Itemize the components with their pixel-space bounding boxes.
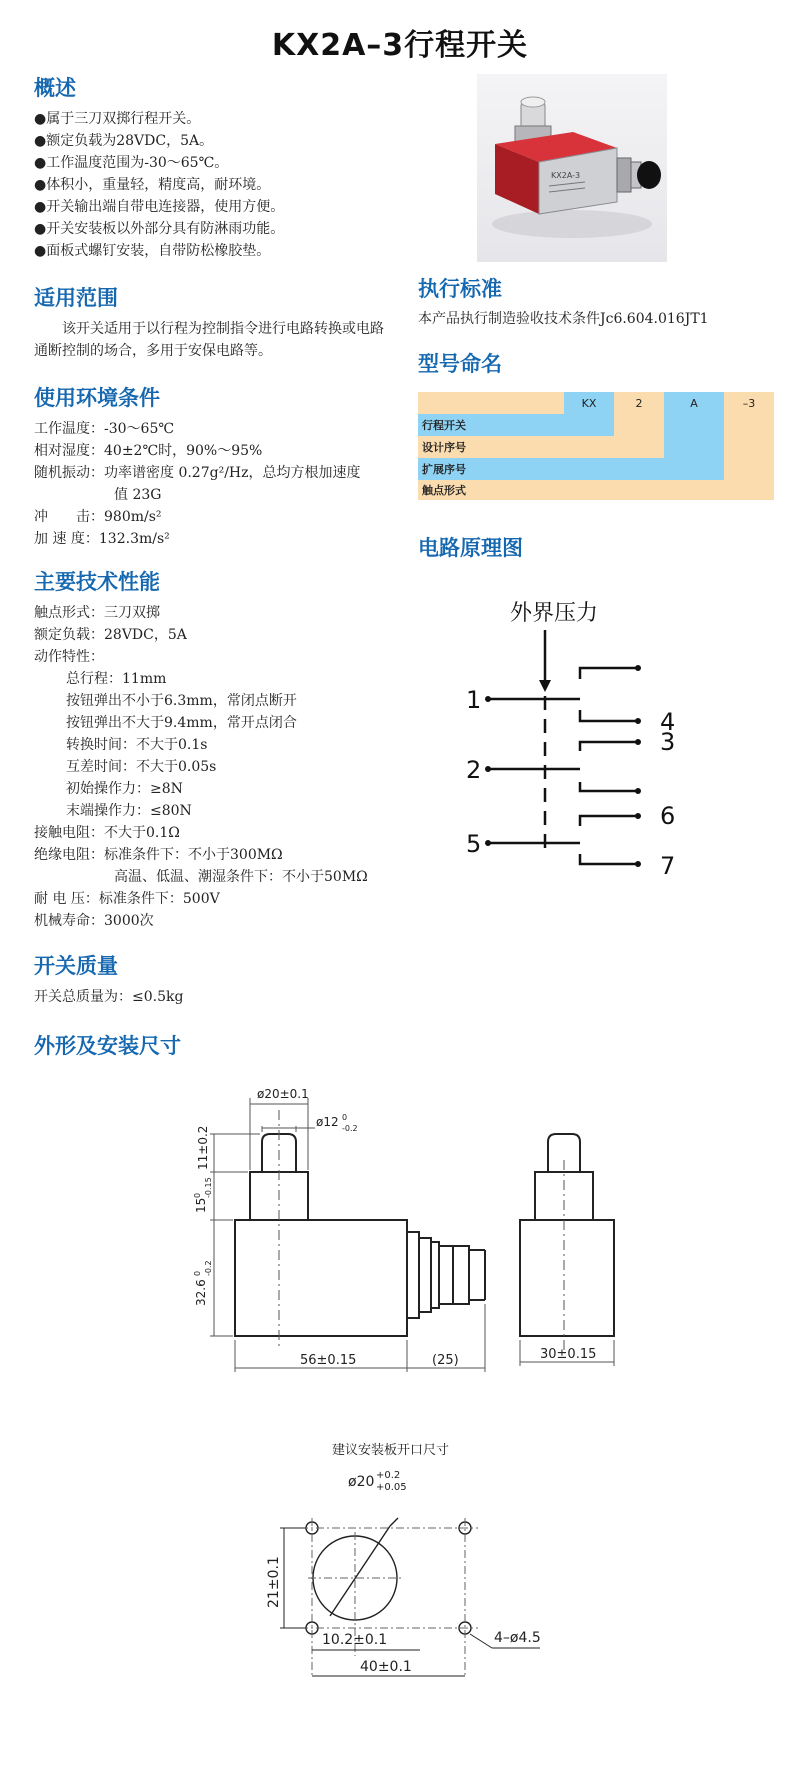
model-label: 扩展序号 xyxy=(422,463,466,476)
environment-heading: 使用环境条件 xyxy=(34,386,160,410)
quality-heading: 开关质量 xyxy=(34,954,118,978)
terminal-label: 5 xyxy=(466,830,482,858)
model-code: 2 xyxy=(635,396,643,410)
standard-heading: 执行标准 xyxy=(418,277,502,301)
cutout-label: 40±0.1 xyxy=(360,1659,412,1675)
dim-label: 15 xyxy=(194,1197,208,1213)
model-label: 行程开关 xyxy=(422,419,466,432)
dim-label: 30±0.15 xyxy=(540,1347,597,1362)
environment-row: 值 23G xyxy=(114,487,162,503)
dim-label: 56±0.15 xyxy=(300,1353,357,1368)
dim-label: 11±0.2 xyxy=(196,1125,210,1170)
scope-heading: 适用范围 xyxy=(34,286,118,310)
terminal-label: 1 xyxy=(466,686,482,714)
dim-label: ø12 xyxy=(316,1115,339,1129)
model-label: 设计序号 xyxy=(422,441,466,454)
terminal-label: 3 xyxy=(660,728,676,756)
scope-text: 该开关适用于以行程为控制指令进行电路转换或电路通断控制的场合，多用于安保电路等。 xyxy=(34,321,384,359)
cutout-label: +0.05 xyxy=(376,1482,407,1493)
environment-row: 工作温度：-30～65℃ xyxy=(34,421,175,437)
dimensions-heading: 外形及安装尺寸 xyxy=(34,1034,181,1058)
cutout-label: 10.2±0.1 xyxy=(322,1632,388,1648)
cutout-drawing xyxy=(220,1466,600,1694)
performance-row: 末端操作力：≤80N xyxy=(66,803,192,819)
environment-row: 冲 击：980m/s² xyxy=(34,509,162,525)
standard-text: 本产品执行制造验收技术条件Jc6.604.016JT1 xyxy=(418,311,709,327)
performance-row: 绝缘电阻：标准条件下：不小于300MΩ xyxy=(34,847,283,863)
model-code: KX xyxy=(581,396,597,410)
overview-item: ● 开关输出端自带电连接器，使用方便。 xyxy=(34,196,284,218)
page-title: KX2A–3行程开关 xyxy=(271,28,529,63)
cutout-label: 4–ø4.5 xyxy=(494,1630,541,1646)
dim-label: 0 xyxy=(193,1270,202,1276)
dim-label: (25) xyxy=(432,1353,459,1368)
dim-label: 0 xyxy=(193,1192,202,1198)
overview-item: ● 开关安装板以外部分具有防淋雨功能。 xyxy=(34,218,284,240)
dim-label: 0 xyxy=(342,1113,348,1122)
performance-row: 接触电阻：不大于0.1Ω xyxy=(34,825,180,841)
performance-row: 总行程：11mm xyxy=(66,671,167,687)
environment-row: 加 速 度：132.3m/s² xyxy=(34,531,170,547)
overview-item: ● 属于三刀双掷行程开关。 xyxy=(34,108,284,130)
performance-heading: 主要技术性能 xyxy=(34,570,160,594)
terminal-label: 4 xyxy=(660,708,676,736)
performance-row: 转换时间：不大于0.1s xyxy=(66,737,208,753)
performance-row: 额定负载：28VDC，5A xyxy=(34,627,187,643)
model-label: 触点形式 xyxy=(422,484,466,497)
dim-label: ø20±0.1 xyxy=(257,1087,309,1101)
performance-row: 初始操作力：≥8N xyxy=(66,781,183,797)
overview-list xyxy=(34,108,284,262)
overview-item: ● 额定负载为28VDC，5A。 xyxy=(34,130,284,152)
overview-item: ● 工作温度范围为-30～65℃。 xyxy=(34,152,284,174)
cutout-label: 21±0.1 xyxy=(266,1556,282,1608)
cutout-label: +0.2 xyxy=(376,1470,401,1481)
cutout-label: ø20 xyxy=(348,1474,375,1490)
dim-label: -0.2 xyxy=(342,1124,358,1133)
overview-item: ● 体积小，重量轻，精度高，耐环境。 xyxy=(34,174,284,196)
product-photo xyxy=(477,74,667,262)
performance-list xyxy=(34,602,368,932)
environment-row: 随机振动：功率谱密度 0.27g²/Hz，总均方根加速度 xyxy=(34,465,361,481)
overview-heading: 概述 xyxy=(34,76,76,100)
performance-row: 机械寿命：3000次 xyxy=(34,913,154,929)
performance-row: 按钮弹出不大于9.4mm，常开点闭合 xyxy=(66,715,297,731)
performance-row: 高温、低温、潮湿条件下：不小于50MΩ xyxy=(114,869,368,885)
environment-list xyxy=(34,418,361,550)
model-heading: 型号命名 xyxy=(418,352,502,376)
dim-label: -0.2 xyxy=(204,1260,213,1276)
model-code: A xyxy=(690,396,698,410)
cutout-caption: 建议安装板开口尺寸 xyxy=(332,1443,450,1458)
dim-label: -0.15 xyxy=(204,1177,213,1198)
performance-row: 触点形式：三刀双掷 xyxy=(34,605,160,621)
dim-label: 32.6 xyxy=(194,1279,208,1306)
quality-text: 开关总质量为：≤0.5kg xyxy=(34,989,184,1005)
circuit-heading: 电路原理图 xyxy=(418,536,523,560)
circuit-diagram xyxy=(460,596,720,896)
performance-row: 耐 电 压：标准条件下：500V xyxy=(34,891,220,907)
model-naming-table xyxy=(418,392,774,500)
overview-item: ● 面板式螺钉安装，自带防松橡胶垫。 xyxy=(34,240,284,262)
terminal-label: 6 xyxy=(660,802,676,830)
performance-row: 互差时间：不大于0.05s xyxy=(66,759,217,775)
performance-row: 按钮弹出不小于6.3mm，常闭点断开 xyxy=(66,693,297,709)
environment-row: 相对湿度：40±2℃时，90%～95% xyxy=(34,443,263,459)
photo-plate-text: KX2A-3 xyxy=(551,171,581,180)
outline-drawing xyxy=(0,1070,800,1390)
model-code: –3 xyxy=(742,396,756,410)
terminal-label: 7 xyxy=(660,852,676,880)
circuit-force-label: 外界压力 xyxy=(510,601,599,626)
terminal-label: 2 xyxy=(466,756,482,784)
performance-row: 动作特性： xyxy=(34,649,104,665)
